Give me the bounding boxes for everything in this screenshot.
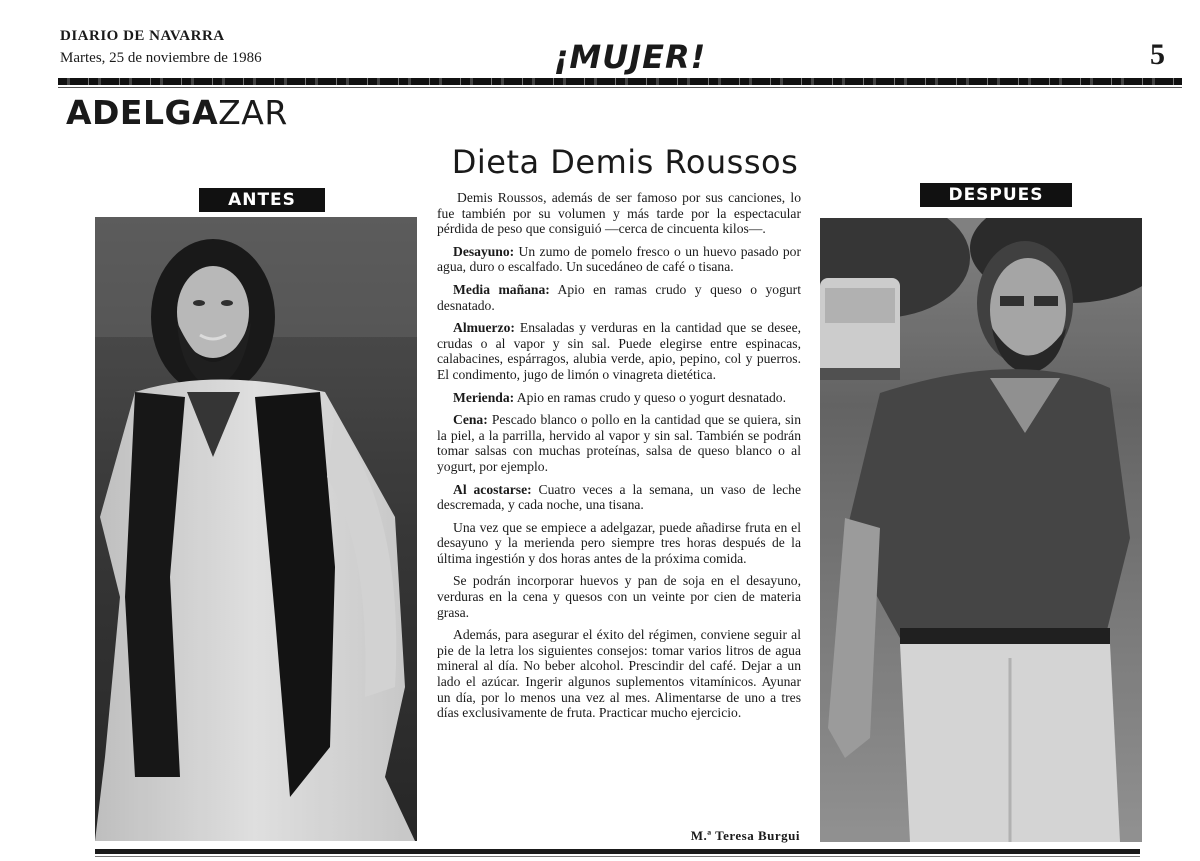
article-headline: Dieta Demis Roussos — [451, 143, 799, 181]
meal-text: Apio en ramas crudo y queso o yogurt desnatado. — [437, 281, 801, 313]
meal-name: Al acostarse: — [453, 481, 532, 497]
meal-al-acostarse — [437, 482, 801, 513]
meal-text: Cuatro veces a la semana, un vaso de leche descremada, y cada noche, una tisana. — [437, 481, 802, 513]
footer-rule — [95, 849, 1140, 854]
before-label: ANTES — [199, 188, 325, 212]
page-number: 5 — [1150, 38, 1165, 71]
meal-media-manana — [437, 282, 801, 313]
meal-text: Un zumo de pomelo fresco o un huevo pasado por agua, duro o escalfado. Un sucedáneo de café o tisana. — [437, 243, 801, 275]
issue-date: Martes, 25 de noviembre de 1986 — [60, 50, 262, 66]
article-paragraph: Una vez que se empiece a adelgazar, puede añadirse fruta en el desayuno y la merienda pero siempre tres horas después de la última ingestión y dos horas antes de la próxima comida. — [437, 519, 801, 566]
section-title: ¡MUJER! — [553, 38, 707, 76]
newspaper-name: DIARIO DE NAVARRA — [60, 28, 225, 44]
article-paragraph: Además, para asegurar el éxito del régimen, conviene seguir al pie de la letra los siguientes consejos: tomar varios litros de agua mineral al día. No beber alcohol. Prescindir del café. Dejar a un lado el azúcar. Ingerir algunos suplementos vitamínicos. Ayunar un día, por lo menos una vez al mes. Alimentarse de uno a tres días exclusivamente de fruta. Practicar mucho ejercicio. — [437, 627, 801, 721]
article-body — [437, 190, 801, 728]
meal-text: Ensaladas y verduras en la cantidad que se desee, crudas o al vapor y sin sal. Puede elegirse entre espinacas, calabacines, espárragos, alubia verde, apio, pepino, col y puerros. El condimento, jugo de limón o vinagreta dietética. — [437, 320, 801, 382]
article-paragraph: Se podrán incorporar huevos y pan de soja en el desayuno, verduras en la cena y quesos con un veinte por cien de materia grasa. — [437, 573, 801, 620]
category-light-part: ZAR — [218, 93, 288, 132]
after-label: DESPUES — [920, 183, 1072, 207]
author-byline: M.ª Teresa Burgui — [690, 828, 800, 843]
meal-text: Pescado blanco o pollo en la cantidad que se quiera, sin la piel, a la parrilla, hervido al vapor y sin sal. También se podrán tomar salsas con muchas proteínas, salsa de queso blanco o al yogurt, por ejemplo. — [437, 412, 801, 474]
article-intro: Demis Roussos, además de ser famoso por sus canciones, lo fue también por su volumen y más tarde por la espectacular pérdida de peso que consiguió —cerca de cincuenta kilos—. — [437, 190, 801, 237]
meal-almuerzo — [437, 320, 801, 382]
header-rule-thin — [58, 87, 1182, 88]
header-rule — [58, 78, 1182, 85]
category-bold-part: ADELGA — [66, 93, 219, 132]
category-heading — [66, 93, 288, 132]
footer-rule-thin — [95, 856, 1140, 857]
meal-name: Desayuno: — [453, 243, 515, 259]
meal-merienda — [437, 390, 801, 406]
meal-desayuno — [437, 244, 801, 275]
after-photo — [820, 218, 1142, 842]
meal-name: Media mañana: — [453, 281, 550, 297]
meal-cena — [437, 412, 801, 474]
before-photo — [95, 217, 417, 841]
meal-name: Cena: — [453, 412, 488, 428]
meal-name: Merienda: — [453, 389, 515, 405]
meal-text: Apio en ramas crudo y queso o yogurt desnatado. — [514, 389, 786, 405]
meal-name: Almuerzo: — [453, 320, 515, 336]
